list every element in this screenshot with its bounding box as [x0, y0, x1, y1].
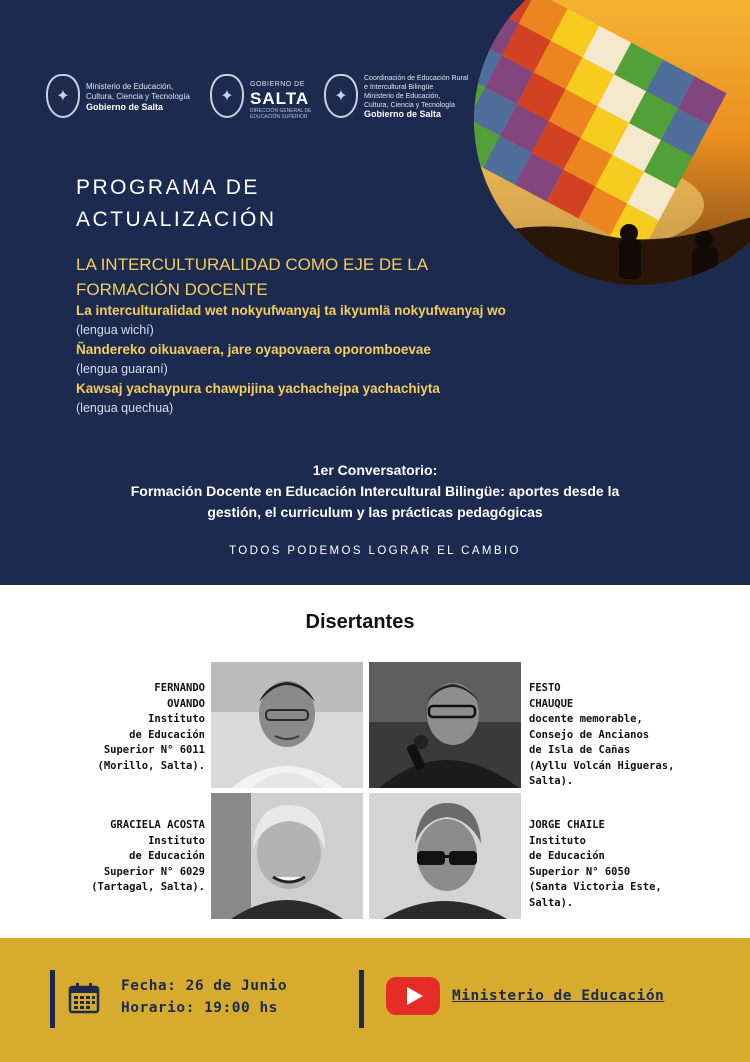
logo-text-line: Coordinación de Educación Rural — [364, 75, 469, 82]
speaker-detail: docente memorable, — [529, 713, 643, 725]
speaker-photo-fernando-ovando — [211, 662, 363, 788]
wiphala-flag-photo — [474, 0, 750, 285]
speaker-detail: Instituto — [148, 834, 205, 847]
speaker-detail: (Ayllu Volcán Higueras, — [529, 759, 675, 772]
speaker-photo-jorge-chaile — [369, 793, 521, 919]
speaker-name: CHAUQUE — [529, 697, 574, 710]
language-label: (lengua quechua) — [76, 401, 174, 415]
conversatorio-title — [60, 460, 690, 523]
speaker-detail: de Educación — [129, 850, 205, 862]
program-subtitle — [76, 252, 496, 302]
speaker-photo-festo-chauque — [369, 662, 521, 788]
translation-guarani: Ñandereko oikuavaera, jare oyapovaera oporomboevae — [76, 342, 431, 357]
speaker-name: GRACIELA ACOSTA — [110, 819, 205, 831]
speaker-name: OVANDO — [167, 697, 205, 710]
logo-gobierno-salta — [210, 72, 320, 122]
speaker-photo-graciela-acosta — [211, 793, 363, 919]
speaker-bio-jorge-chaile — [529, 818, 729, 911]
divider-bar — [50, 970, 55, 1028]
event-time: Horario: 19:00 hs — [121, 1000, 278, 1016]
coat-of-arms-icon — [324, 74, 358, 118]
logo-text-line: Ministerio de Educación, — [86, 82, 174, 91]
event-date: Fecha: 26 de Junio — [121, 978, 288, 994]
motto: TODOS PODEMOS LOGRAR EL CAMBIO — [229, 545, 521, 557]
program-title — [76, 172, 456, 236]
speaker-bio-fernando-ovando — [60, 681, 205, 774]
speaker-detail: (Santa Victoria Este, — [529, 881, 662, 893]
coat-of-arms-icon — [46, 74, 80, 118]
speaker-detail: Consejo de Ancianos — [529, 728, 650, 741]
logo-text-line: Cultura, Ciencia y Tecnología — [86, 92, 190, 101]
language-label: (lengua wichí) — [76, 323, 154, 337]
indigenous-translations — [76, 301, 596, 418]
logo-text-sub: EDUCACIÓN SUPERIOR — [250, 114, 308, 120]
logo-text-big: SALTA — [250, 89, 310, 108]
program-title-line: PROGRAMA DE — [76, 176, 260, 199]
language-label: (lengua guaraní) — [76, 362, 168, 376]
logo-text-line: e Intercultural Bilingüe — [364, 84, 434, 91]
event-info-bar — [0, 938, 750, 1062]
logo-text-line: Cultura, Ciencia y Tecnología — [364, 102, 455, 109]
logo-ministerio — [46, 72, 206, 122]
speaker-detail: de Educación — [529, 850, 605, 862]
logo-coordinacion — [324, 72, 484, 122]
speaker-detail: Salta). — [529, 896, 574, 909]
translation-quechua: Kawsaj yachaypura chawpijina yachachejpa yachachiyta — [76, 381, 440, 396]
program-subtitle-line: LA INTERCULTURALIDAD COMO EJE DE LA — [76, 255, 429, 274]
speaker-bio-festo-chauque — [529, 681, 729, 790]
speaker-detail: Instituto — [148, 713, 205, 725]
speaker-detail: Instituto — [529, 834, 586, 847]
speaker-detail: Superior N° 6050 — [529, 865, 631, 878]
divider-bar — [359, 970, 364, 1028]
speakers-heading: Disertantes — [305, 611, 415, 633]
speaker-detail: (Tartagal, Salta). — [91, 881, 205, 893]
program-title-line: ACTUALIZACIÓN — [76, 208, 277, 231]
speaker-detail: Salta). — [529, 775, 574, 787]
logo-text-bold: Gobierno de Salta — [364, 109, 442, 119]
coat-of-arms-icon — [210, 74, 244, 118]
institutional-logos — [46, 72, 486, 124]
conversatorio-line: 1er Conversatorio: — [312, 462, 438, 478]
conversatorio-line: gestión, el curriculum y las prácticas pedagógicas — [207, 504, 543, 520]
logo-text-line: Ministerio de Educación, — [364, 93, 441, 100]
calendar-icon — [68, 982, 100, 1014]
speaker-detail: Superior N° 6011 — [103, 744, 205, 756]
speaker-name: FERNANDO — [154, 682, 205, 694]
conversatorio-line: Formación Docente en Educación Intercultural Bilingüe: aportes desde la — [130, 483, 620, 499]
translation-wichi: La interculturalidad wet nokyufwanyaj ta ikyumlä nokyufwanyaj wo — [76, 303, 506, 318]
speaker-detail: de Isla de Cañas — [529, 744, 631, 756]
speaker-name: JORGE CHAILE — [529, 819, 605, 831]
logo-text-sub: DIRECCIÓN GENERAL DE — [250, 108, 312, 114]
speaker-detail: (Morillo, Salta). — [97, 759, 205, 772]
youtube-icon[interactable] — [386, 977, 440, 1015]
logo-text-small: GOBIERNO DE — [250, 81, 305, 88]
speaker-name: FESTO — [529, 682, 561, 694]
speaker-detail: de Educación — [129, 728, 205, 741]
speaker-detail: Superior N° 6029 — [103, 865, 205, 878]
logo-text-bold: Gobierno de Salta — [86, 102, 164, 112]
youtube-channel-link[interactable]: Ministerio de Educación — [452, 988, 665, 1004]
speaker-bio-graciela-acosta — [60, 818, 205, 896]
program-subtitle-line: FORMACIÓN DOCENTE — [76, 280, 268, 299]
